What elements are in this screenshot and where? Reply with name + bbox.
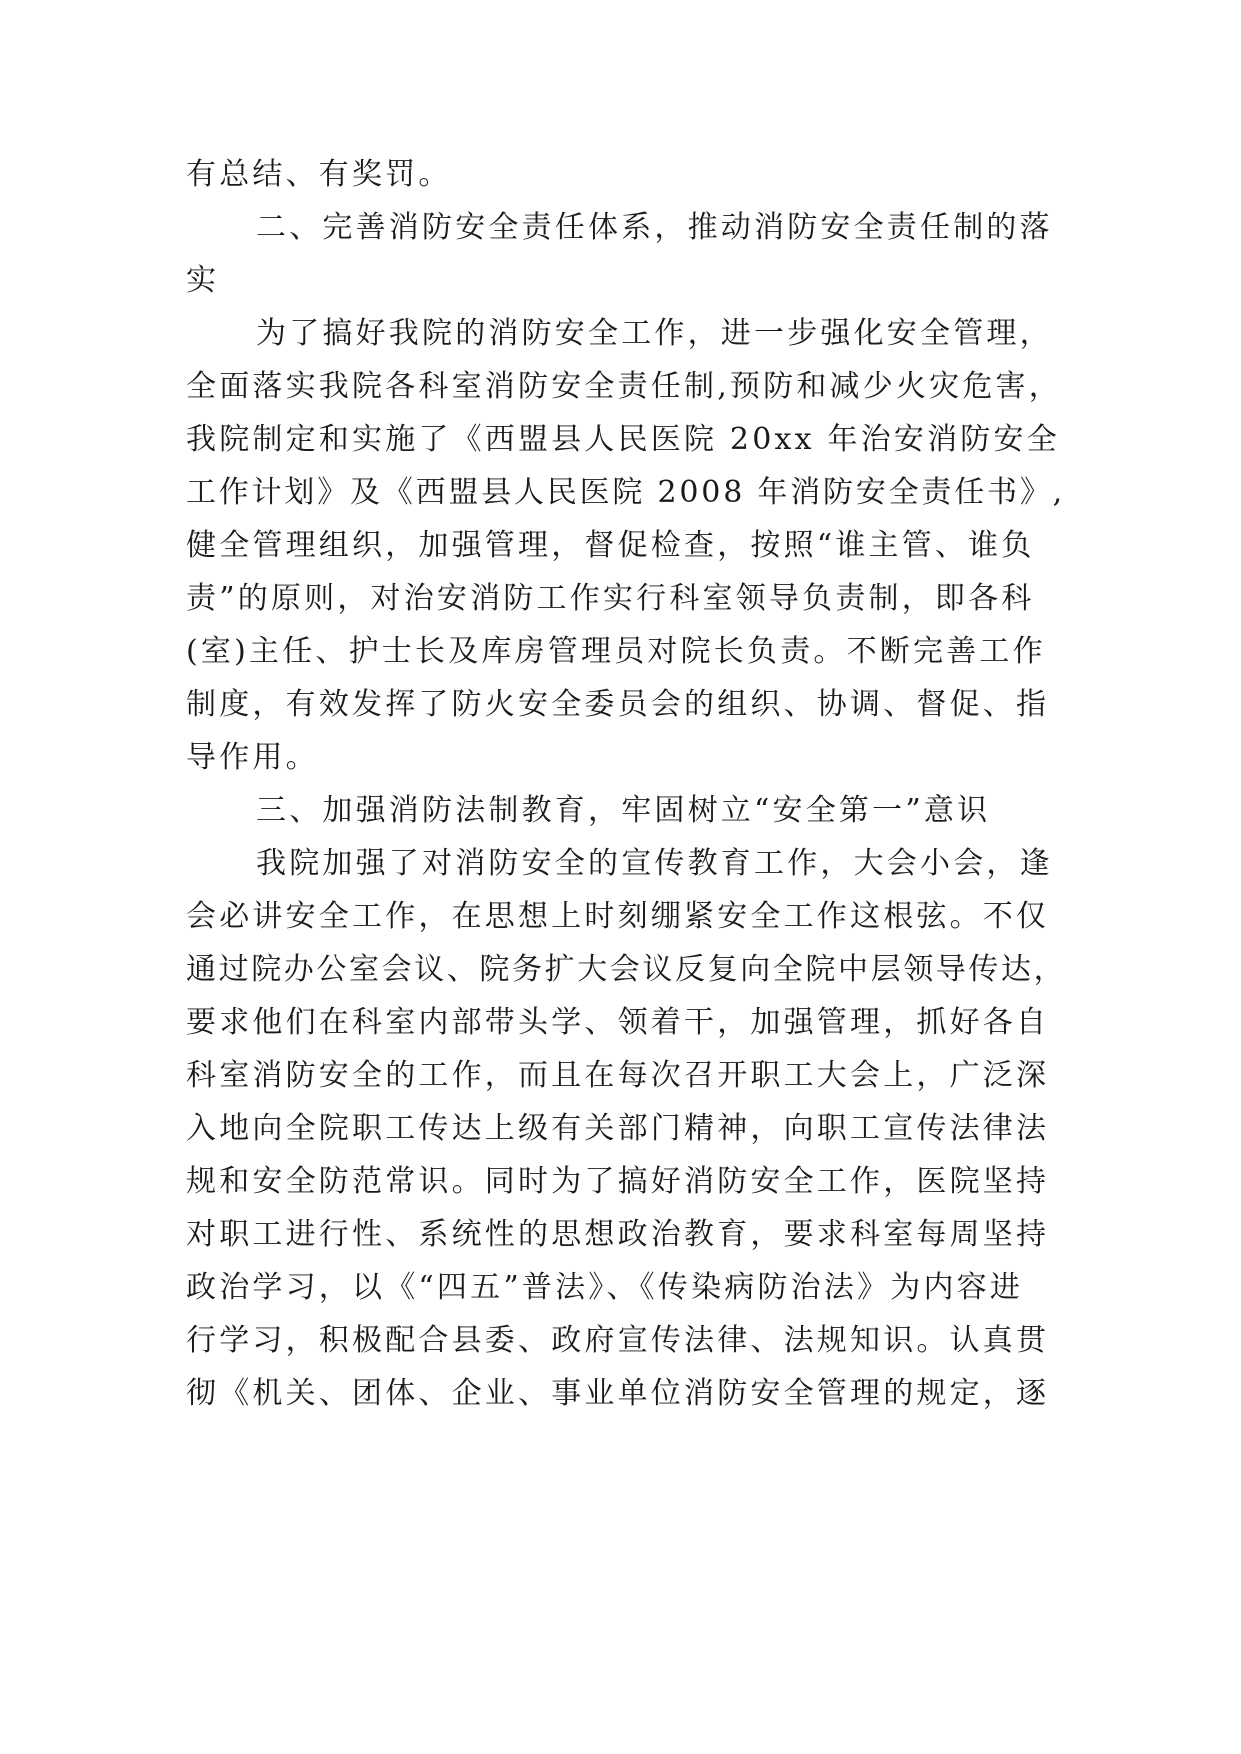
text-line: 有总结、有奖罚。 <box>186 157 452 192</box>
text-line: 导作用。 <box>186 740 319 775</box>
text-line: 政治学习，以《“四五”普法》、《传染病防治法》为内容进 <box>186 1270 1024 1305</box>
text-line: 彻《机关、团体、企业、事业单位消防安全管理的规定，逐 <box>186 1376 1050 1411</box>
text-line: 要求他们在科室内部带头学、领着干，加强管理，抓好各自 <box>186 1005 1050 1040</box>
text-line: 我院制定和实施了《西盟县人民医院 20xx 年治安消防安全 <box>186 422 1060 457</box>
text-line: 责”的原则，对治安消防工作实行科室领导负责制，即各科 <box>186 581 1035 616</box>
section-heading: 二、完善消防安全责任体系，推动消防安全责任制的落 <box>256 210 1053 245</box>
text-line: 对职工进行性、系统性的思想政治教育，要求科室每周坚持 <box>186 1217 1050 1252</box>
text-line: 健全管理组织，加强管理，督促检查，按照“谁主管、谁负 <box>186 528 1035 563</box>
text-line: 入地向全院职工传达上级有关部门精神，向职工宣传法律法 <box>186 1111 1050 1146</box>
text-line: 行学习，积极配合县委、政府宣传法律、法规知识。认真贯 <box>186 1323 1050 1358</box>
text-line: 为了搞好我院的消防安全工作，进一步强化安全管理， <box>256 316 1053 351</box>
text-line: 科室消防安全的工作，而且在每次召开职工大会上，广泛深 <box>186 1058 1050 1093</box>
text-line: 全面落实我院各科室消防安全责任制,预防和减少火灾危害， <box>186 369 1062 404</box>
text-line: 我院加强了对消防安全的宣传教育工作，大会小会，逢 <box>256 846 1053 881</box>
text-line: (室)主任、护士长及库房管理员对院长负责。不断完善工作 <box>186 634 1046 669</box>
text-line: 通过院办公室会议、院务扩大会议反复向全院中层领导传达， <box>186 952 1067 987</box>
text-line: 制度，有效发挥了防火安全委员会的组织、协调、督促、指 <box>186 687 1050 722</box>
text-line: 工作计划》及《西盟县人民医院 2008 年消防安全责任书》, <box>186 475 1065 510</box>
section-heading-continuation: 实 <box>186 263 220 298</box>
text-line: 规和安全防范常识。同时为了搞好消防安全工作，医院坚持 <box>186 1164 1050 1199</box>
text-line: 会必讲安全工作，在思想上时刻绷紧安全工作这根弦。不仅 <box>186 899 1050 934</box>
section-heading: 三、加强消防法制教育，牢固树立“安全第一”意识 <box>256 793 991 828</box>
